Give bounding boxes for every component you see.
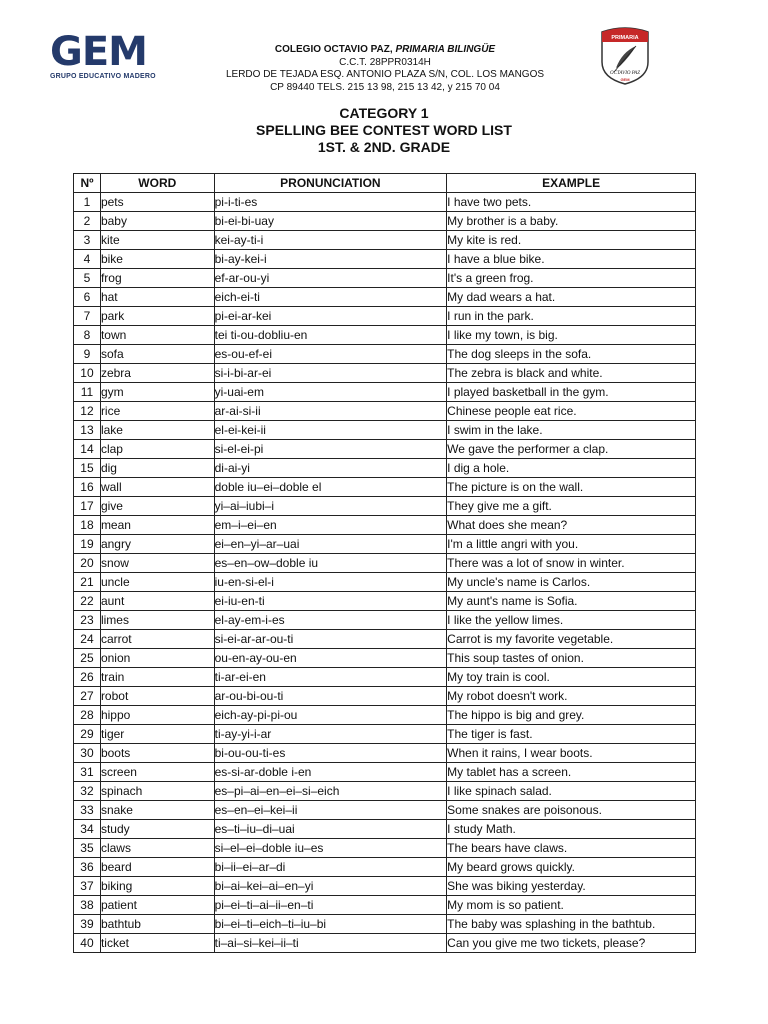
- cell-example: I have two pets.: [447, 193, 696, 212]
- seal-bottom-text: GEM: [620, 77, 630, 82]
- school-header: [200, 44, 570, 94]
- cell-word: train: [100, 668, 214, 687]
- table-row: [74, 212, 696, 231]
- table-row: [74, 725, 696, 744]
- cell-word: sofa: [100, 345, 214, 364]
- cell-example: My robot doesn't work.: [447, 687, 696, 706]
- cell-example: I run in the park.: [447, 307, 696, 326]
- cell-word: beard: [100, 858, 214, 877]
- cell-pronunciation: si-ei-ar-ar-ou-ti: [214, 630, 447, 649]
- cell-example: My dad wears a hat.: [447, 288, 696, 307]
- cell-number: 2: [74, 212, 101, 231]
- header-number: Nº: [74, 174, 101, 193]
- cell-pronunciation: kei-ay-ti-i: [214, 231, 447, 250]
- cell-number: 34: [74, 820, 101, 839]
- cell-word: limes: [100, 611, 214, 630]
- table-row: [74, 554, 696, 573]
- school-address: LERDO DE TEJADA ESQ. ANTONIO PLAZA S/N, COL. LOS MANGOS: [225, 69, 545, 80]
- cell-example: My beard grows quickly.: [447, 858, 696, 877]
- cell-example: The bears have claws.: [447, 839, 696, 858]
- cell-word: mean: [100, 516, 214, 535]
- cell-word: study: [100, 820, 214, 839]
- cell-number: 22: [74, 592, 101, 611]
- table-row: [74, 934, 696, 953]
- cell-example: My toy train is cool.: [447, 668, 696, 687]
- table-row: [74, 497, 696, 516]
- cell-number: 14: [74, 440, 101, 459]
- table-row: [74, 573, 696, 592]
- cell-number: 40: [74, 934, 101, 953]
- cell-example: My kite is red.: [447, 231, 696, 250]
- table-row: [74, 383, 696, 402]
- cell-example: I like the yellow limes.: [447, 611, 696, 630]
- cell-example: Some snakes are poisonous.: [447, 801, 696, 820]
- cell-number: 18: [74, 516, 101, 535]
- cell-word: pets: [100, 193, 214, 212]
- cell-number: 33: [74, 801, 101, 820]
- cell-pronunciation: ou-en-ay-ou-en: [214, 649, 447, 668]
- cell-number: 26: [74, 668, 101, 687]
- cell-example: The tiger is fast.: [447, 725, 696, 744]
- cell-word: give: [100, 497, 214, 516]
- cell-pronunciation: si-i-bi-ar-ei: [214, 364, 447, 383]
- cell-word: claws: [100, 839, 214, 858]
- cell-example: The dog sleeps in the sofa.: [447, 345, 696, 364]
- cell-example: Chinese people eat rice.: [447, 402, 696, 421]
- table-row: [74, 801, 696, 820]
- table-row: [74, 858, 696, 877]
- table-row: [74, 288, 696, 307]
- cell-example: We gave the performer a clap.: [447, 440, 696, 459]
- table-row: [74, 763, 696, 782]
- cell-example: I have a blue bike.: [447, 250, 696, 269]
- grade-title: 1ST. & 2ND. GRADE: [317, 139, 451, 155]
- cell-number: 25: [74, 649, 101, 668]
- cell-pronunciation: bi-ou-ou-ti-es: [214, 744, 447, 763]
- table-row: [74, 706, 696, 725]
- table-row: [74, 440, 696, 459]
- cell-word: tiger: [100, 725, 214, 744]
- table-row: [74, 687, 696, 706]
- cell-pronunciation: eich-ay-pi-pi-ou: [214, 706, 447, 725]
- cell-pronunciation: ar-ai-si-ii: [214, 402, 447, 421]
- cell-word: baby: [100, 212, 214, 231]
- logo-text: GEM: [50, 29, 147, 75]
- cell-word: rice: [100, 402, 214, 421]
- cell-pronunciation: bi–ai–kei–ai–en–yi: [214, 877, 447, 896]
- table-row: [74, 611, 696, 630]
- cell-word: patient: [100, 896, 214, 915]
- table-row: [74, 592, 696, 611]
- table-row: [74, 877, 696, 896]
- cell-pronunciation: es-ou-ef-ei: [214, 345, 447, 364]
- table-row: [74, 839, 696, 858]
- cell-pronunciation: ef-ar-ou-yi: [214, 269, 447, 288]
- cell-number: 29: [74, 725, 101, 744]
- logo-subtitle: GRUPO EDUCATIVO MADERO: [50, 73, 156, 80]
- cell-word: screen: [100, 763, 214, 782]
- cell-pronunciation: bi–ii–ei–ar–di: [214, 858, 447, 877]
- cell-pronunciation: ar-ou-bi-ou-ti: [214, 687, 447, 706]
- school-seal-icon: [598, 26, 652, 86]
- table-row: [74, 649, 696, 668]
- cell-number: 30: [74, 744, 101, 763]
- seal-top-text: PRIMARIA: [611, 35, 639, 41]
- document-titles: [0, 105, 768, 156]
- cell-pronunciation: es–ti–iu–di–uai: [214, 820, 447, 839]
- table-row: [74, 915, 696, 934]
- cell-example: What does she mean?: [447, 516, 696, 535]
- cell-number: 17: [74, 497, 101, 516]
- cell-pronunciation: si–el–ei–doble iu–es: [214, 839, 447, 858]
- header-pronunciation: PRONUNCIATION: [214, 174, 447, 193]
- cell-pronunciation: si-el-ei-pi: [214, 440, 447, 459]
- cell-example: They give me a gift.: [447, 497, 696, 516]
- cell-number: 1: [74, 193, 101, 212]
- cell-word: aunt: [100, 592, 214, 611]
- cell-pronunciation: es-si-ar-doble i-en: [214, 763, 447, 782]
- cell-word: dig: [100, 459, 214, 478]
- cell-word: spinach: [100, 782, 214, 801]
- cell-number: 28: [74, 706, 101, 725]
- cell-example: I swim in the lake.: [447, 421, 696, 440]
- cell-pronunciation: pi-ei-ar-kei: [214, 307, 447, 326]
- cell-word: boots: [100, 744, 214, 763]
- table-row: [74, 345, 696, 364]
- cell-number: 19: [74, 535, 101, 554]
- word-list-table: [73, 173, 696, 953]
- cell-pronunciation: eich-ei-ti: [214, 288, 447, 307]
- cell-pronunciation: tei ti-ou-dobliu-en: [214, 326, 447, 345]
- cell-pronunciation: di-ai-yi: [214, 459, 447, 478]
- cell-pronunciation: yi–ai–iubi–i: [214, 497, 447, 516]
- cell-number: 35: [74, 839, 101, 858]
- cell-number: 8: [74, 326, 101, 345]
- list-title: SPELLING BEE CONTEST WORD LIST: [256, 122, 512, 138]
- cell-example: There was a lot of snow in winter.: [447, 554, 696, 573]
- table-row: [74, 478, 696, 497]
- table-row: [74, 269, 696, 288]
- cell-example: My mom is so patient.: [447, 896, 696, 915]
- cell-word: angry: [100, 535, 214, 554]
- gem-logo: [50, 29, 165, 82]
- cell-example: I like spinach salad.: [447, 782, 696, 801]
- cell-number: 5: [74, 269, 101, 288]
- cell-word: bike: [100, 250, 214, 269]
- cell-number: 21: [74, 573, 101, 592]
- cell-pronunciation: bi-ay-kei-i: [214, 250, 447, 269]
- cell-pronunciation: em–i–ei–en: [214, 516, 447, 535]
- cell-number: 3: [74, 231, 101, 250]
- school-name: COLEGIO OCTAVIO PAZ, PRIMARIA BILINGÜE: [274, 44, 496, 55]
- cell-example: My aunt's name is Sofia.: [447, 592, 696, 611]
- cell-pronunciation: pi-i-ti-es: [214, 193, 447, 212]
- cell-pronunciation: pi–ei–ti–ai–ii–en–ti: [214, 896, 447, 915]
- cell-number: 16: [74, 478, 101, 497]
- cell-example: The zebra is black and white.: [447, 364, 696, 383]
- cell-pronunciation: ti-ay-yi-i-ar: [214, 725, 447, 744]
- cell-number: 11: [74, 383, 101, 402]
- cell-example: It's a green frog.: [447, 269, 696, 288]
- cell-word: hat: [100, 288, 214, 307]
- cell-example: The hippo is big and grey.: [447, 706, 696, 725]
- cell-word: lake: [100, 421, 214, 440]
- cell-example: My tablet has a screen.: [447, 763, 696, 782]
- table-row: [74, 307, 696, 326]
- cell-word: town: [100, 326, 214, 345]
- cell-word: robot: [100, 687, 214, 706]
- cell-pronunciation: el-ei-kei-ii: [214, 421, 447, 440]
- cell-pronunciation: ei-iu-en-ti: [214, 592, 447, 611]
- cell-example: When it rains, I wear boots.: [447, 744, 696, 763]
- table-row: [74, 744, 696, 763]
- cell-word: onion: [100, 649, 214, 668]
- cell-word: uncle: [100, 573, 214, 592]
- cell-number: 24: [74, 630, 101, 649]
- cell-word: kite: [100, 231, 214, 250]
- seal-name: OCTAVIO PAZ: [610, 71, 640, 76]
- cell-example: I like my town, is big.: [447, 326, 696, 345]
- cell-number: 12: [74, 402, 101, 421]
- cell-word: ticket: [100, 934, 214, 953]
- table-row: [74, 630, 696, 649]
- table-row: [74, 782, 696, 801]
- table-row: [74, 459, 696, 478]
- cell-number: 13: [74, 421, 101, 440]
- cell-word: hippo: [100, 706, 214, 725]
- header-word: WORD: [100, 174, 214, 193]
- cell-pronunciation: ei–en–yi–ar–uai: [214, 535, 447, 554]
- cell-pronunciation: yi-uai-em: [214, 383, 447, 402]
- cell-number: 36: [74, 858, 101, 877]
- table-row: [74, 250, 696, 269]
- cell-example: The baby was splashing in the bathtub.: [447, 915, 696, 934]
- cell-example: I dig a hole.: [447, 459, 696, 478]
- school-phones: CP 89440 TELS. 215 13 98, 215 13 42, y 215 70 04: [270, 81, 500, 93]
- cell-word: snow: [100, 554, 214, 573]
- table-row: [74, 668, 696, 687]
- cell-pronunciation: es–pi–ai–en–ei–si–eich: [214, 782, 447, 801]
- cell-word: carrot: [100, 630, 214, 649]
- cell-word: wall: [100, 478, 214, 497]
- table-row: [74, 364, 696, 383]
- cell-word: clap: [100, 440, 214, 459]
- table-row: [74, 326, 696, 345]
- cell-example: She was biking yesterday.: [447, 877, 696, 896]
- table-header-row: [74, 174, 696, 193]
- header-example: EXAMPLE: [447, 174, 696, 193]
- cell-example: Can you give me two tickets, please?: [447, 934, 696, 953]
- cell-example: This soup tastes of onion.: [447, 649, 696, 668]
- cell-pronunciation: bi–ei–ti–eich–ti–iu–bi: [214, 915, 447, 934]
- table-row: [74, 535, 696, 554]
- cell-example: My brother is a baby.: [447, 212, 696, 231]
- cell-pronunciation: iu-en-si-el-i: [214, 573, 447, 592]
- table-body: [74, 193, 696, 953]
- cell-word: zebra: [100, 364, 214, 383]
- table-row: [74, 516, 696, 535]
- cell-number: 38: [74, 896, 101, 915]
- cell-example: I study Math.: [447, 820, 696, 839]
- cell-number: 7: [74, 307, 101, 326]
- table-row: [74, 896, 696, 915]
- cell-example: Carrot is my favorite vegetable.: [447, 630, 696, 649]
- table-row: [74, 193, 696, 212]
- cell-number: 27: [74, 687, 101, 706]
- cell-pronunciation: el-ay-em-i-es: [214, 611, 447, 630]
- cell-pronunciation: doble iu–ei–doble el: [214, 478, 447, 497]
- cell-number: 9: [74, 345, 101, 364]
- cell-number: 10: [74, 364, 101, 383]
- table-row: [74, 402, 696, 421]
- cell-number: 6: [74, 288, 101, 307]
- cell-pronunciation: bi-ei-bi-uay: [214, 212, 447, 231]
- cell-number: 4: [74, 250, 101, 269]
- cell-word: bathtub: [100, 915, 214, 934]
- cell-number: 23: [74, 611, 101, 630]
- cell-number: 32: [74, 782, 101, 801]
- cell-number: 15: [74, 459, 101, 478]
- table-row: [74, 231, 696, 250]
- cell-word: snake: [100, 801, 214, 820]
- cell-word: gym: [100, 383, 214, 402]
- cell-example: My uncle's name is Carlos.: [447, 573, 696, 592]
- cell-pronunciation: es–en–ow–doble iu: [214, 554, 447, 573]
- cell-example: I played basketball in the gym.: [447, 383, 696, 402]
- cell-example: I'm a little angri with you.: [447, 535, 696, 554]
- cell-pronunciation: es–en–ei–kei–ii: [214, 801, 447, 820]
- table-row: [74, 820, 696, 839]
- cell-pronunciation: ti–ai–si–kei–ii–ti: [214, 934, 447, 953]
- cell-pronunciation: ti-ar-ei-en: [214, 668, 447, 687]
- cell-number: 20: [74, 554, 101, 573]
- cell-number: 39: [74, 915, 101, 934]
- cell-word: biking: [100, 877, 214, 896]
- cell-number: 31: [74, 763, 101, 782]
- cell-word: park: [100, 307, 214, 326]
- category-title: CATEGORY 1: [339, 105, 429, 121]
- cell-example: The picture is on the wall.: [447, 478, 696, 497]
- cell-word: frog: [100, 269, 214, 288]
- school-cct: C.C.T. 28PPR0314H: [339, 56, 431, 68]
- table-row: [74, 421, 696, 440]
- cell-number: 37: [74, 877, 101, 896]
